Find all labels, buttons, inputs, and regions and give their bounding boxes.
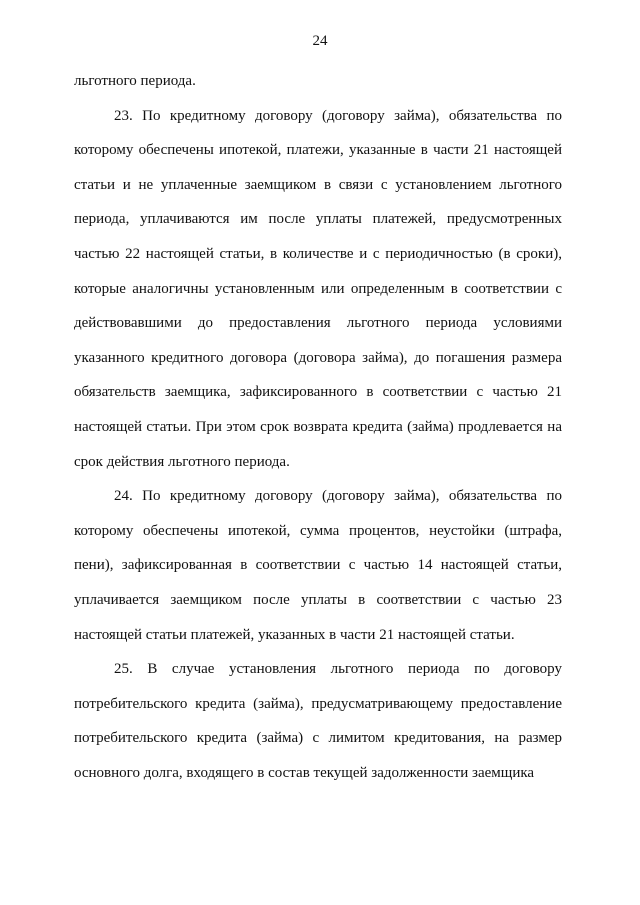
page-number: 24 [312, 33, 328, 49]
document-body [74, 64, 562, 790]
paragraph-23: 23. По кредитному договору (договору займа), обязательства по которому обеспечены ипотекой, платежи, указанные в части 21 настоящей статьи и не уплаченные заемщиком в связи с установлением льготного периода, уплачиваются им после уплаты платежей, предусмотренных частью 22 настоящей статьи, в количестве и с периодичностью (в сроки), которые аналогичны установленным или определенным в соответствии с действовавшими до предоставления льготного периода условиями указанного кредитного договора (договора займа), до погашения размера обязательств заемщика, зафиксированного в соответствии с частью 21 настоящей статьи. При этом срок возврата кредита (займа) продлевается на срок действия льготного периода. [74, 107, 562, 470]
paragraph-continuation: льготного периода. [74, 73, 196, 89]
paragraph-25: 25. В случае установления льготного периода по договору потребительского кредита (займа), предусматривающему предоставление потребительского кредита (займа) с лимитом кредитования, на размер основного долга, входящего в состав текущей задолженности заемщика [74, 661, 562, 781]
paragraph-24: 24. По кредитному договору (договору займа), обязательства по которому обеспечены ипотекой, сумма процентов, неустойки (штрафа, пени), зафиксированная в соответствии с частью 14 настоящей статьи, уплачивается заемщиком после уплаты в соответствии с частью 23 настоящей статьи платежей, указанных в части 21 настоящей статьи. [74, 488, 562, 643]
